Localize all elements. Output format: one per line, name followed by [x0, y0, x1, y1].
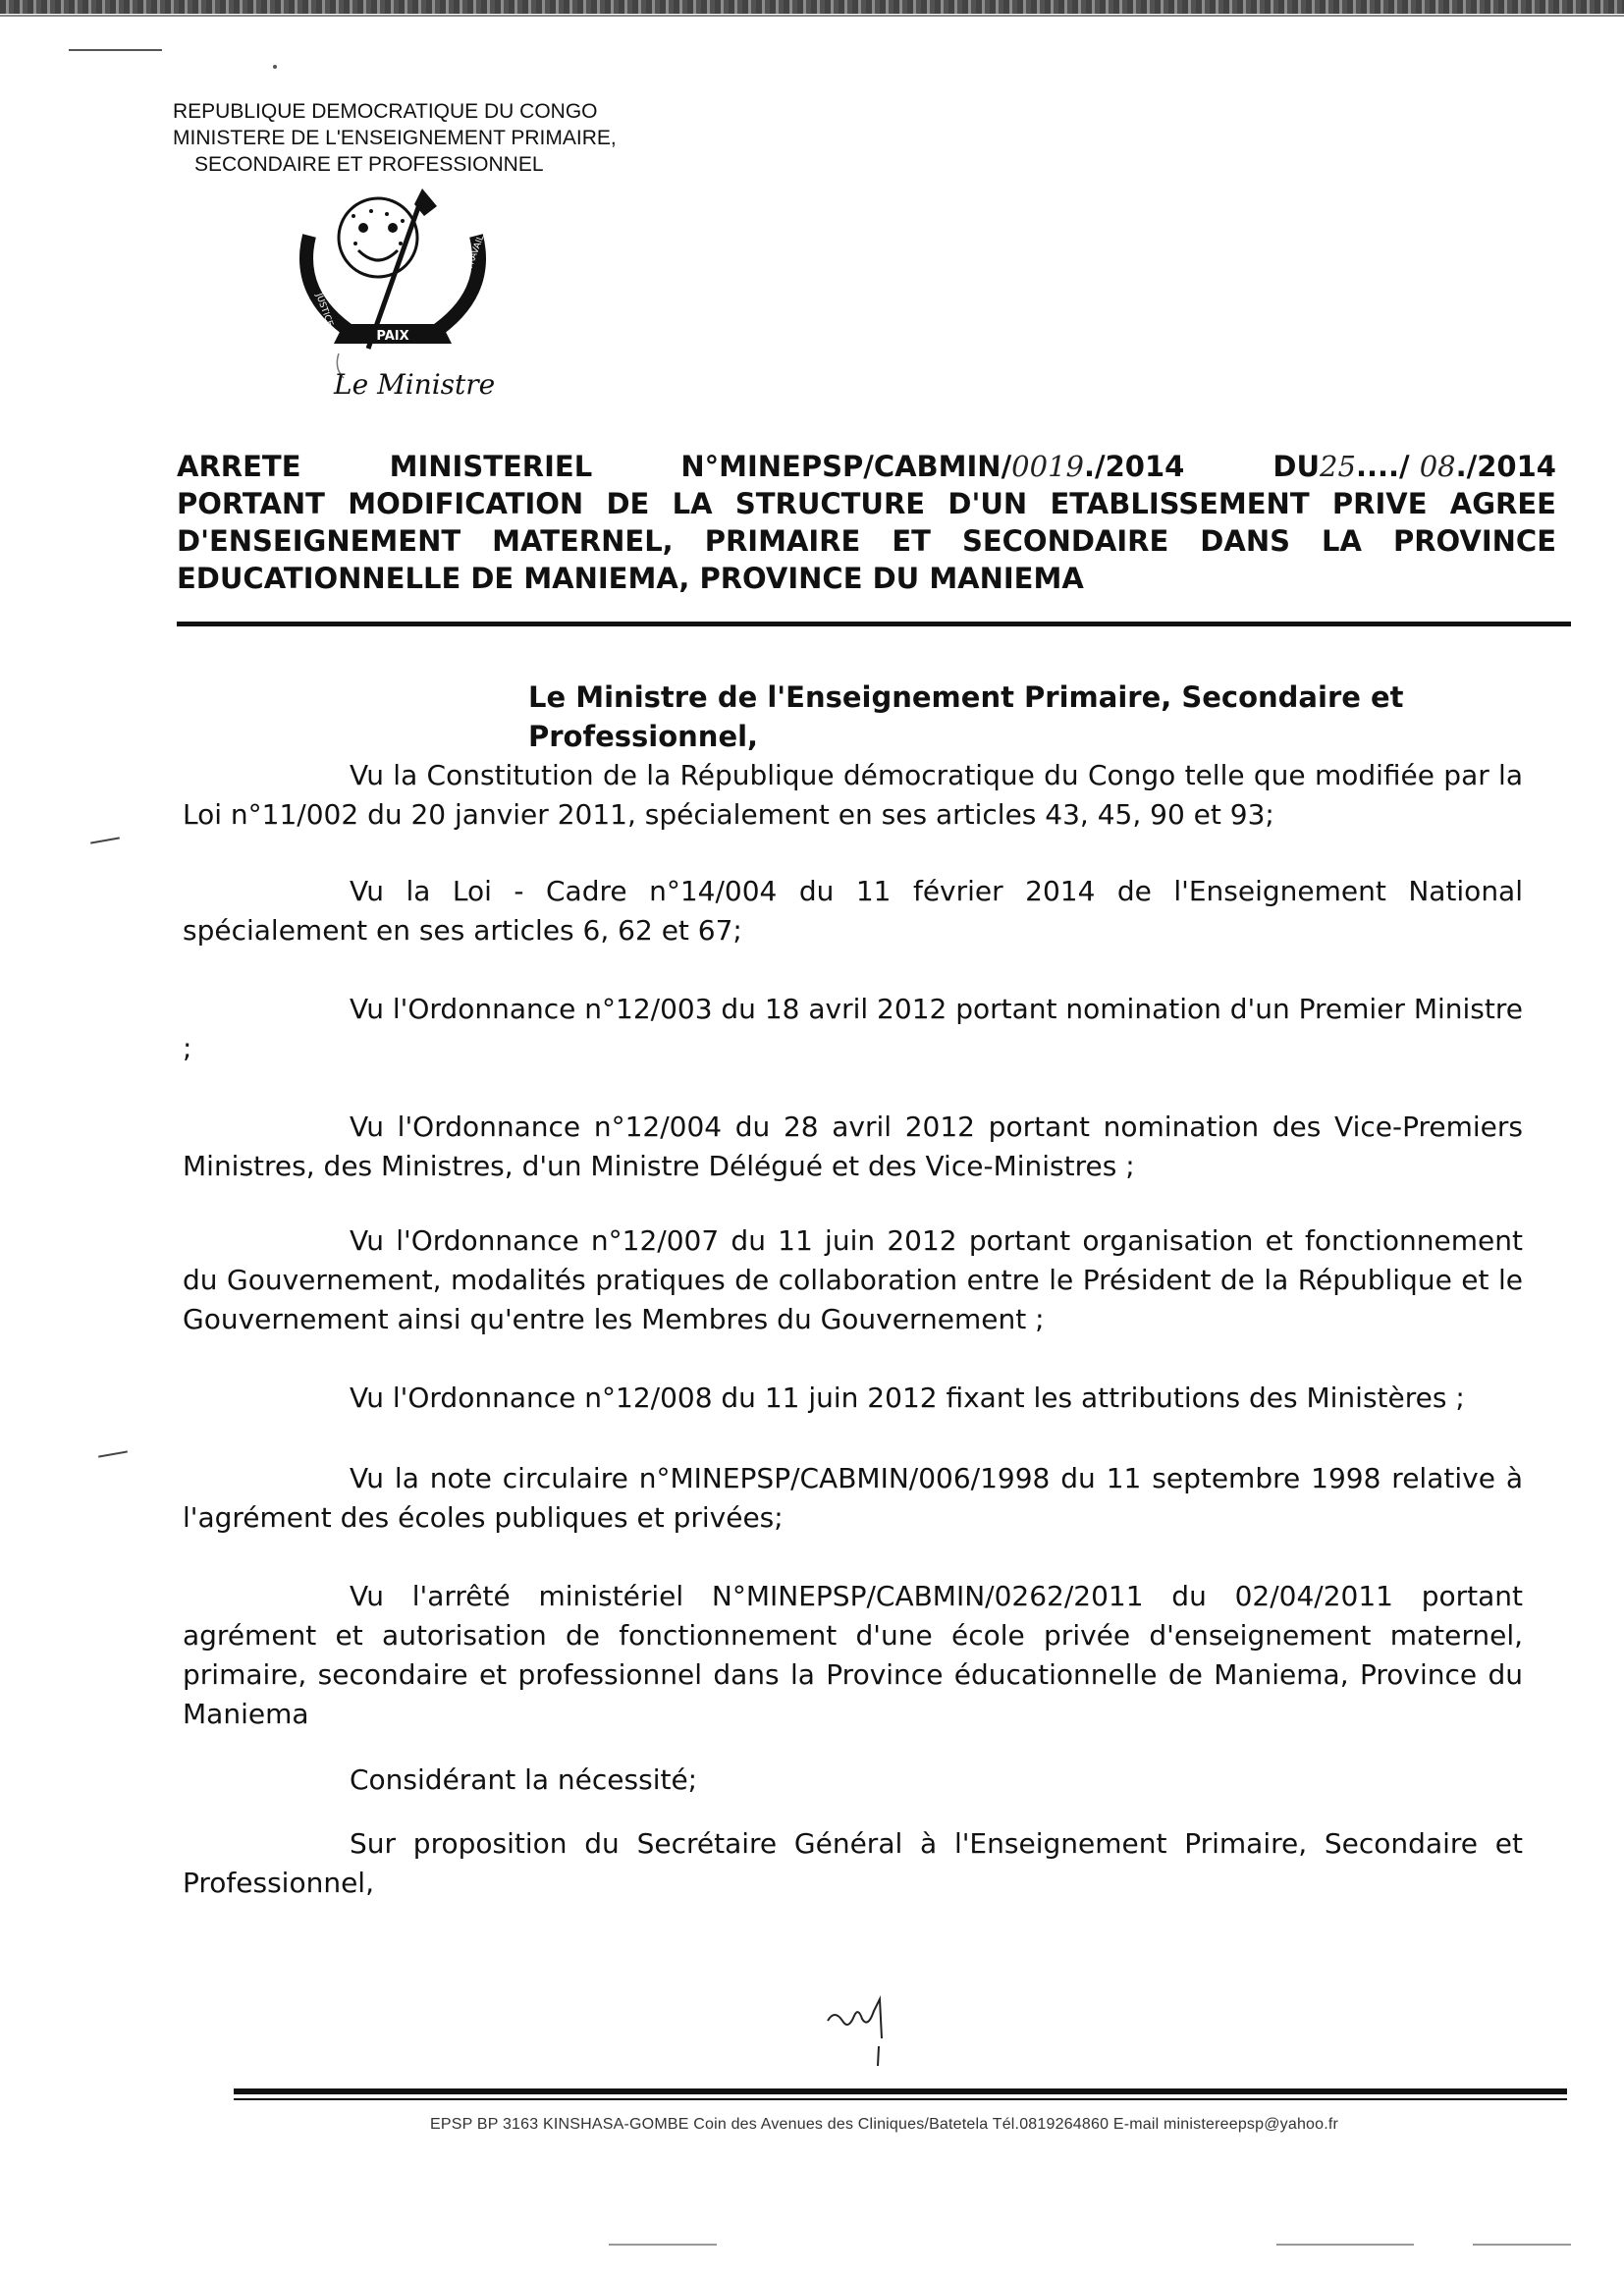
decree-title-line-4: EDUCATIONNELLE DE MANIEMA, PROVINCE DU MANIEMA — [177, 562, 1084, 595]
recital-ordonnance-12-004: Vu l'Ordonnance n°12/004 du 28 avril 2012 portant nomination des Vice-Premiers Ministres, des Ministres, d'un Ministre Délégué et des Vice-Ministres ; — [183, 1111, 1523, 1182]
footer-divider-thin — [234, 2098, 1567, 2100]
handwritten-initials-icon — [823, 1981, 901, 2070]
recital-loi-cadre: Vu la Loi - Cadre n°14/004 du 11 février 2014 de l'Enseignement National spécialement en ses articles 6, 62 et 67; — [183, 875, 1523, 947]
decree-body — [183, 0, 1523, 2277]
recital-constitution: Vu la Constitution de la République démocratique du Congo telle que modifiée par la Loi n°11/002 du 20 janvier 2011, spécialement en ses articles 43, 45, 90 et 93; — [183, 759, 1523, 831]
decree-day-handwritten: 25 — [1320, 450, 1356, 483]
minister-caption: Le Ministre — [334, 368, 496, 401]
recital-arrete-0262: Vu l'arrêté ministériel N°MINEPSP/CABMIN/0262/2011 du 02/04/2011 portant agrément et autorisation de fonctionnement d'une école privée d'enseignement maternel, primaire, secondaire et professionnel dans la Province éducationnelle de Maniema, Province du Maniema — [183, 1580, 1523, 1730]
recital-proposition: Sur proposition du Secrétaire Général à l'Enseignement Primaire, Secondaire et Professionnel, — [183, 1827, 1523, 1899]
recital-ordonnance-12-003: Vu l'Ordonnance n°12/003 du 18 avril 2012 portant nomination d'un Premier Ministre ; — [183, 993, 1523, 1064]
recital-ordonnance-12-008: Vu l'Ordonnance n°12/008 du 11 juin 2012 fixant les attributions des Ministères ; — [350, 1382, 1465, 1414]
decree-number-suffix: ./2014 — [1083, 450, 1185, 483]
decree-date-prefix: DU — [1272, 450, 1321, 483]
recital-ordonnance-12-007: Vu l'Ordonnance n°12/007 du 11 juin 2012 portant organisation et fonctionnement du Gouvernement, modalités pratiques de collaboration entre le Président de la République et le Gouvernement ainsi qu'entre les Membres du Gouvernement ; — [183, 1224, 1523, 1335]
decree-month-handwritten: 08 — [1419, 450, 1456, 483]
decree-date-suffix: ./2014 — [1455, 450, 1556, 483]
margin-pen-mark — [98, 1450, 128, 1457]
svg-text:TRAVAIL: TRAVAIL — [464, 234, 487, 272]
svg-text:JUSTICE: JUSTICE — [313, 292, 335, 328]
footer-divider-thick — [234, 2088, 1567, 2094]
minister-heading: Le Ministre de l'Enseignement Primaire, Secondaire et Professionnel, — [528, 680, 1404, 753]
decree-date-separator: ..../ — [1355, 450, 1410, 483]
letterhead-line-2: MINISTERE DE L'ENSEIGNEMENT PRIMAIRE, — [173, 127, 617, 149]
title-word-arrete: ARRETE — [177, 450, 301, 483]
letterhead-line-1: REPUBLIQUE DEMOCRATIQUE DU CONGO — [173, 100, 598, 123]
decree-number-prefix: N°MINEPSP/CABMIN/ — [680, 450, 1012, 483]
letterhead-line-3: SECONDAIRE ET PROFESSIONNEL — [194, 153, 544, 176]
margin-pen-mark — [90, 837, 120, 843]
recital-necessite: Considérant la nécessité; — [350, 1763, 698, 1796]
decree-number-handwritten: 0019 — [1011, 450, 1084, 483]
svg-text:PAIX: PAIX — [376, 329, 409, 344]
decree-title-line-2: PORTANT MODIFICATION DE LA STRUCTURE D'UN ETABLISSEMENT PRIVE AGREE — [177, 487, 1556, 520]
decree-title-line-3: D'ENSEIGNEMENT MATERNEL, PRIMAIRE ET SECONDAIRE DANS LA PROVINCE — [177, 524, 1556, 558]
scan-line-bottom — [1276, 2244, 1414, 2246]
scan-smudge — [69, 49, 162, 51]
title-word-ministeriel: MINISTERIEL — [389, 450, 593, 483]
scan-line-bottom — [609, 2244, 717, 2246]
recital-note-circulaire: Vu la note circulaire n°MINEPSP/CABMIN/006/1998 du 11 septembre 1998 relative à l'agrément des écoles publiques et privées; — [183, 1462, 1523, 1534]
footer-address: EPSP BP 3163 KINSHASA-GOMBE Coin des Avenues des Cliniques/Batetela Tél.0819264860 E-mail ministereepsp@yahoo.fr — [430, 2116, 1339, 2133]
scan-line-bottom — [1473, 2244, 1571, 2246]
